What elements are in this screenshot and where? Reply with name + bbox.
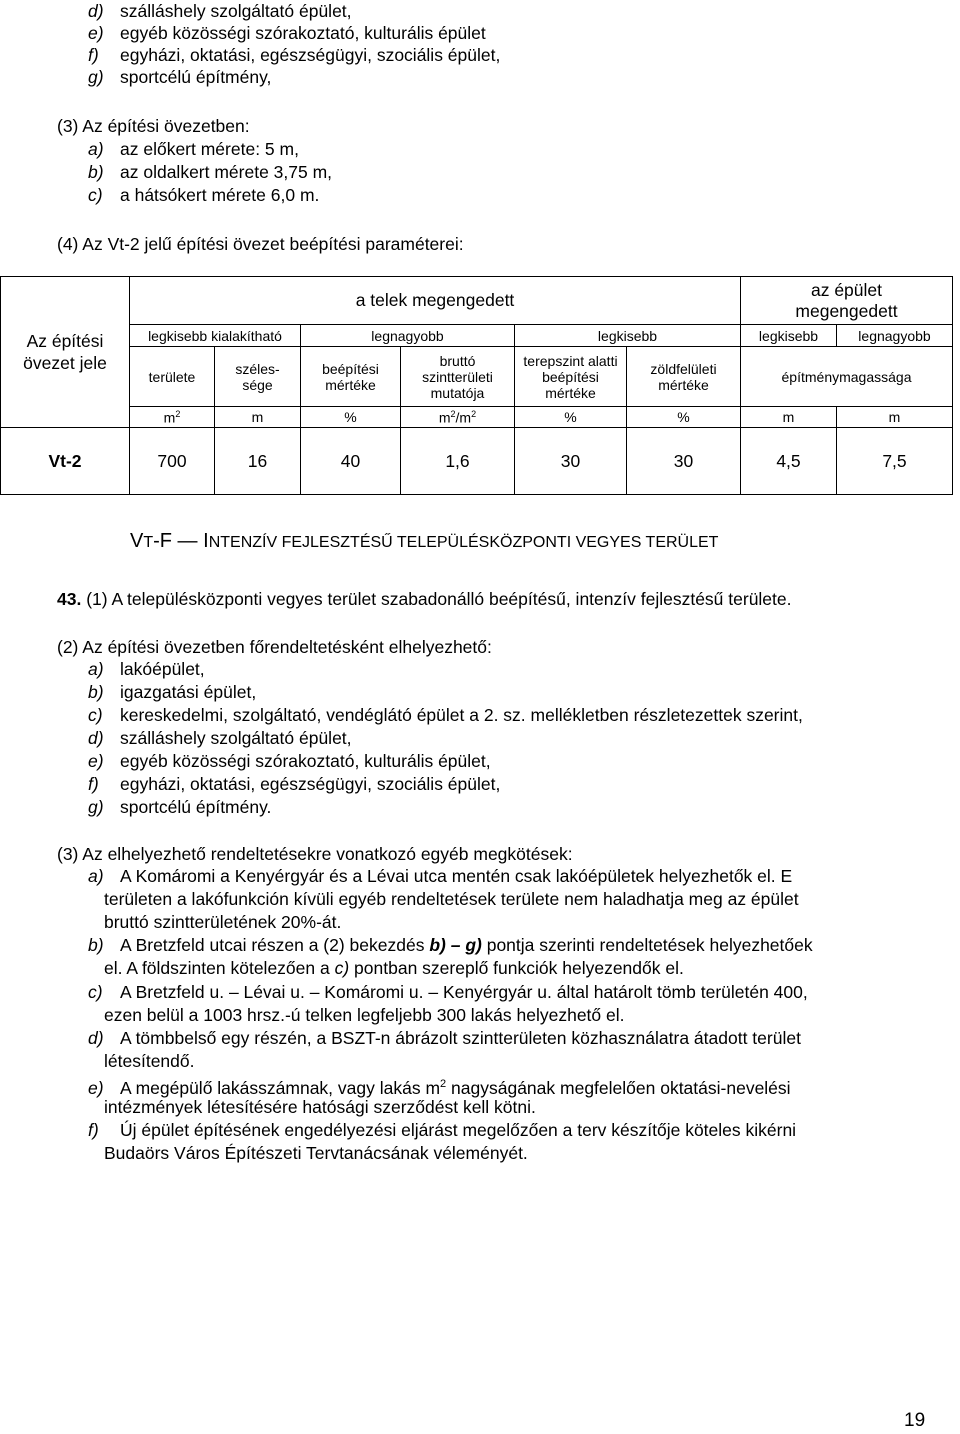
value-area: 700 (130, 428, 215, 495)
col-floor-area-ratio: bruttó szintterületi mutatója (401, 347, 515, 407)
list-item-b: b) az oldalkert mérete 3,75 m, (88, 162, 333, 182)
value-max-height: 7,5 (837, 428, 953, 495)
col-coverage: beépítési mértéke (301, 347, 401, 407)
unit-max-height: m (837, 407, 953, 428)
value-width: 16 (215, 428, 301, 495)
col-green-area: zöldfelületi mértéke (627, 347, 741, 407)
zone-title: VT-F — INTENZÍV FEJLESZTÉSŰ TELEPÜLÉSKÖZPONTI VEGYES TERÜLET (130, 530, 719, 552)
list-item-e: e) egyéb közösségi szórakoztató, kulturális épület, (88, 751, 491, 771)
restriction-a-line2: területen a lakófunkción kívüli egyéb rendeltetések területe nem haladhatja meg az épület (104, 889, 799, 909)
header-min-formable: legkisebb kialakítható (130, 325, 301, 347)
value-underground: 30 (515, 428, 627, 495)
restriction-c-line2: ezen belül a 1003 hrsz.-ú telken legfeljebb 300 lakás helyezhető el. (104, 1005, 625, 1025)
section-43: 43. (1) A településközponti vegyes terület szabadonálló beépítésű, intenzív fejlesztésű területe. (57, 589, 792, 609)
zone-code: Vt-2 (1, 428, 130, 495)
restriction-e-line2: intézmények létesítésére hatósági szerződést kell kötni. (104, 1097, 536, 1117)
restriction-d: d) A tömbbelső egy részén, a BSZT-n ábrázolt szintterületen közhasználatra átadott terület (88, 1028, 801, 1048)
unit-far: $m^2/m^2$ (401, 407, 515, 428)
section-4-heading: (4) Az Vt-2 jelű építési övezet beépítési paraméterei: (57, 234, 464, 254)
unit-min-height: m (741, 407, 837, 428)
section-number: 43. (57, 589, 82, 609)
header-max: legnagyobb (301, 325, 515, 347)
col-width: széles- sége (215, 347, 301, 407)
restriction-f-line2: Budaörs Város Építészeti Tervtanácsának véleményét. (104, 1143, 528, 1163)
header-min: legkisebb (515, 325, 741, 347)
list-item-g: g) sportcélú építmény, (88, 67, 272, 87)
value-far: 1,6 (401, 428, 515, 495)
restriction-e: e) A megépülő lakásszámnak, vagy lakás $m^2$ nagyságának megfelelően oktatási-nevelési (88, 1077, 791, 1098)
list-item-a: a) az előkert mérete: 5 m, (88, 139, 299, 159)
list-item-f: f) egyházi, oktatási, egészségügyi, szociális épület, (88, 45, 501, 65)
header-max-height: legnagyobb (837, 325, 953, 347)
value-coverage: 40 (301, 428, 401, 495)
section-2-heading: (2) Az építési övezetben főrendeltetésként elhelyezhető: (57, 637, 492, 657)
list-item-a: a) lakóépület, (88, 659, 205, 679)
col-area: területe (130, 347, 215, 407)
restriction-a-line3: bruttó szintterületének 20%-át. (104, 912, 342, 932)
restriction-b: b) A Bretzfeld utcai részen a (2) bekezdés b) – g) pontja szerinti rendeltetések helyezhetőek (88, 935, 813, 955)
parameters-table (0, 276, 953, 495)
restriction-c: c) A Bretzfeld u. – Lévai u. – Komáromi u. – Kenyérgyár u. által határolt tömb területén 400, (88, 982, 808, 1002)
col-building-height: építménymagassága (741, 347, 953, 407)
value-green: 30 (627, 428, 741, 495)
header-min-height: legkisebb (741, 325, 837, 347)
list-item-d: d) szálláshely szolgáltató épület, (88, 728, 352, 748)
restriction-f: f) Új épület építésének engedélyezési eljárást megelőzően a terv készítője köteles kikérni (88, 1120, 797, 1140)
building-header: az épület megengedett (741, 277, 953, 325)
zone-header: Az építési övezet jele (1, 277, 130, 428)
value-min-height: 4,5 (741, 428, 837, 495)
list-item-c: c) a hátsókert mérete 6,0 m. (88, 185, 320, 205)
plot-header: a telek megengedett (130, 277, 741, 325)
section-3b-heading: (3) Az elhelyezhető rendeltetésekre vonatkozó egyéb megkötések: (57, 844, 573, 864)
unit-area: $m^2$ (130, 407, 215, 428)
list-item-d: d) szálláshely szolgáltató épület, (88, 1, 352, 21)
list-item-g: g) sportcélú építmény. (88, 797, 272, 817)
restriction-d-line2: létesítendő. (104, 1051, 195, 1071)
list-item-e: e) egyéb közösségi szórakoztató, kulturális épület (88, 23, 486, 43)
page-number: 19 (904, 1410, 926, 1431)
list-item-f: f) egyházi, oktatási, egészségügyi, szociális épület, (88, 774, 501, 794)
unit-underground: % (515, 407, 627, 428)
col-underground-coverage: terepszint alatti beépítési mértéke (515, 347, 627, 407)
restriction-b-line2: el. A földszinten kötelezően a c) pontban szereplő funkciók helyezendők el. (104, 958, 684, 978)
unit-coverage: % (301, 407, 401, 428)
restriction-a: a) A Komáromi a Kenyérgyár és a Lévai utca mentén csak lakóépületek helyezhetők el. E (88, 866, 793, 886)
unit-green: % (627, 407, 741, 428)
section-3-heading: (3) Az építési övezetben: (57, 116, 250, 136)
unit-width: m (215, 407, 301, 428)
list-item-b: b) igazgatási épület, (88, 682, 257, 702)
list-item-c: c) kereskedelmi, szolgáltató, vendéglátó épület a 2. sz. mellékletben részletezettek szerint, (88, 705, 803, 725)
